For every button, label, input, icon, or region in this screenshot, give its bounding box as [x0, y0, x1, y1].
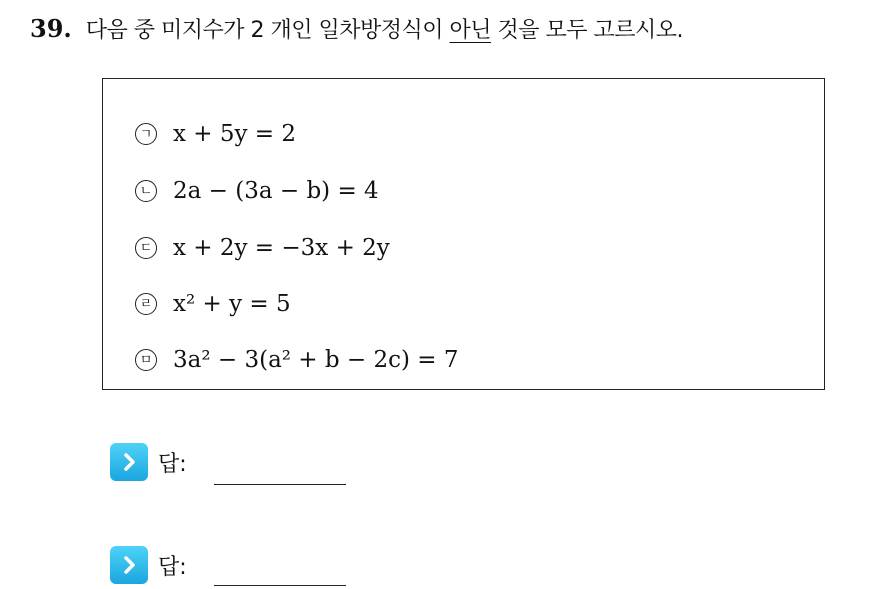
answer-label: 답:	[158, 451, 187, 477]
answer-row-2	[110, 545, 187, 585]
option-equation: 3a² − 3(a² + b − 2c) = 7	[173, 347, 459, 373]
answer-input-line-2[interactable]	[214, 585, 346, 586]
question-text	[86, 18, 683, 43]
option-marker: ㄴ	[135, 180, 157, 202]
answer-label: 답:	[158, 554, 187, 580]
answer-input-line-1[interactable]	[214, 484, 346, 485]
option-5	[135, 343, 459, 377]
chevron-right-icon	[110, 546, 148, 584]
option-1	[135, 117, 296, 151]
question-text-before: 다음 중 미지수가 2 개인 일차방정식이	[85, 18, 450, 43]
option-marker: ㄹ	[135, 293, 157, 315]
question-header	[30, 14, 683, 46]
option-3	[135, 231, 390, 265]
option-marker: ㅁ	[135, 349, 157, 371]
option-4	[135, 287, 291, 321]
question-text-underlined: 아닌	[449, 18, 492, 43]
question-number: 39.	[30, 14, 72, 43]
options-box	[102, 78, 825, 390]
option-equation: x² + y = 5	[173, 291, 291, 317]
chevron-right-icon	[110, 443, 148, 481]
option-equation: 2a − (3a − b) = 4	[173, 178, 379, 204]
option-marker: ㄷ	[135, 237, 157, 259]
option-2	[135, 174, 379, 208]
question-text-after: 것을 모두 고르시오.	[491, 18, 684, 43]
option-equation: x + 5y = 2	[173, 121, 297, 147]
answer-row-1	[110, 442, 187, 482]
option-marker: ㄱ	[135, 123, 157, 145]
option-equation: x + 2y = −3x + 2y	[173, 235, 390, 261]
